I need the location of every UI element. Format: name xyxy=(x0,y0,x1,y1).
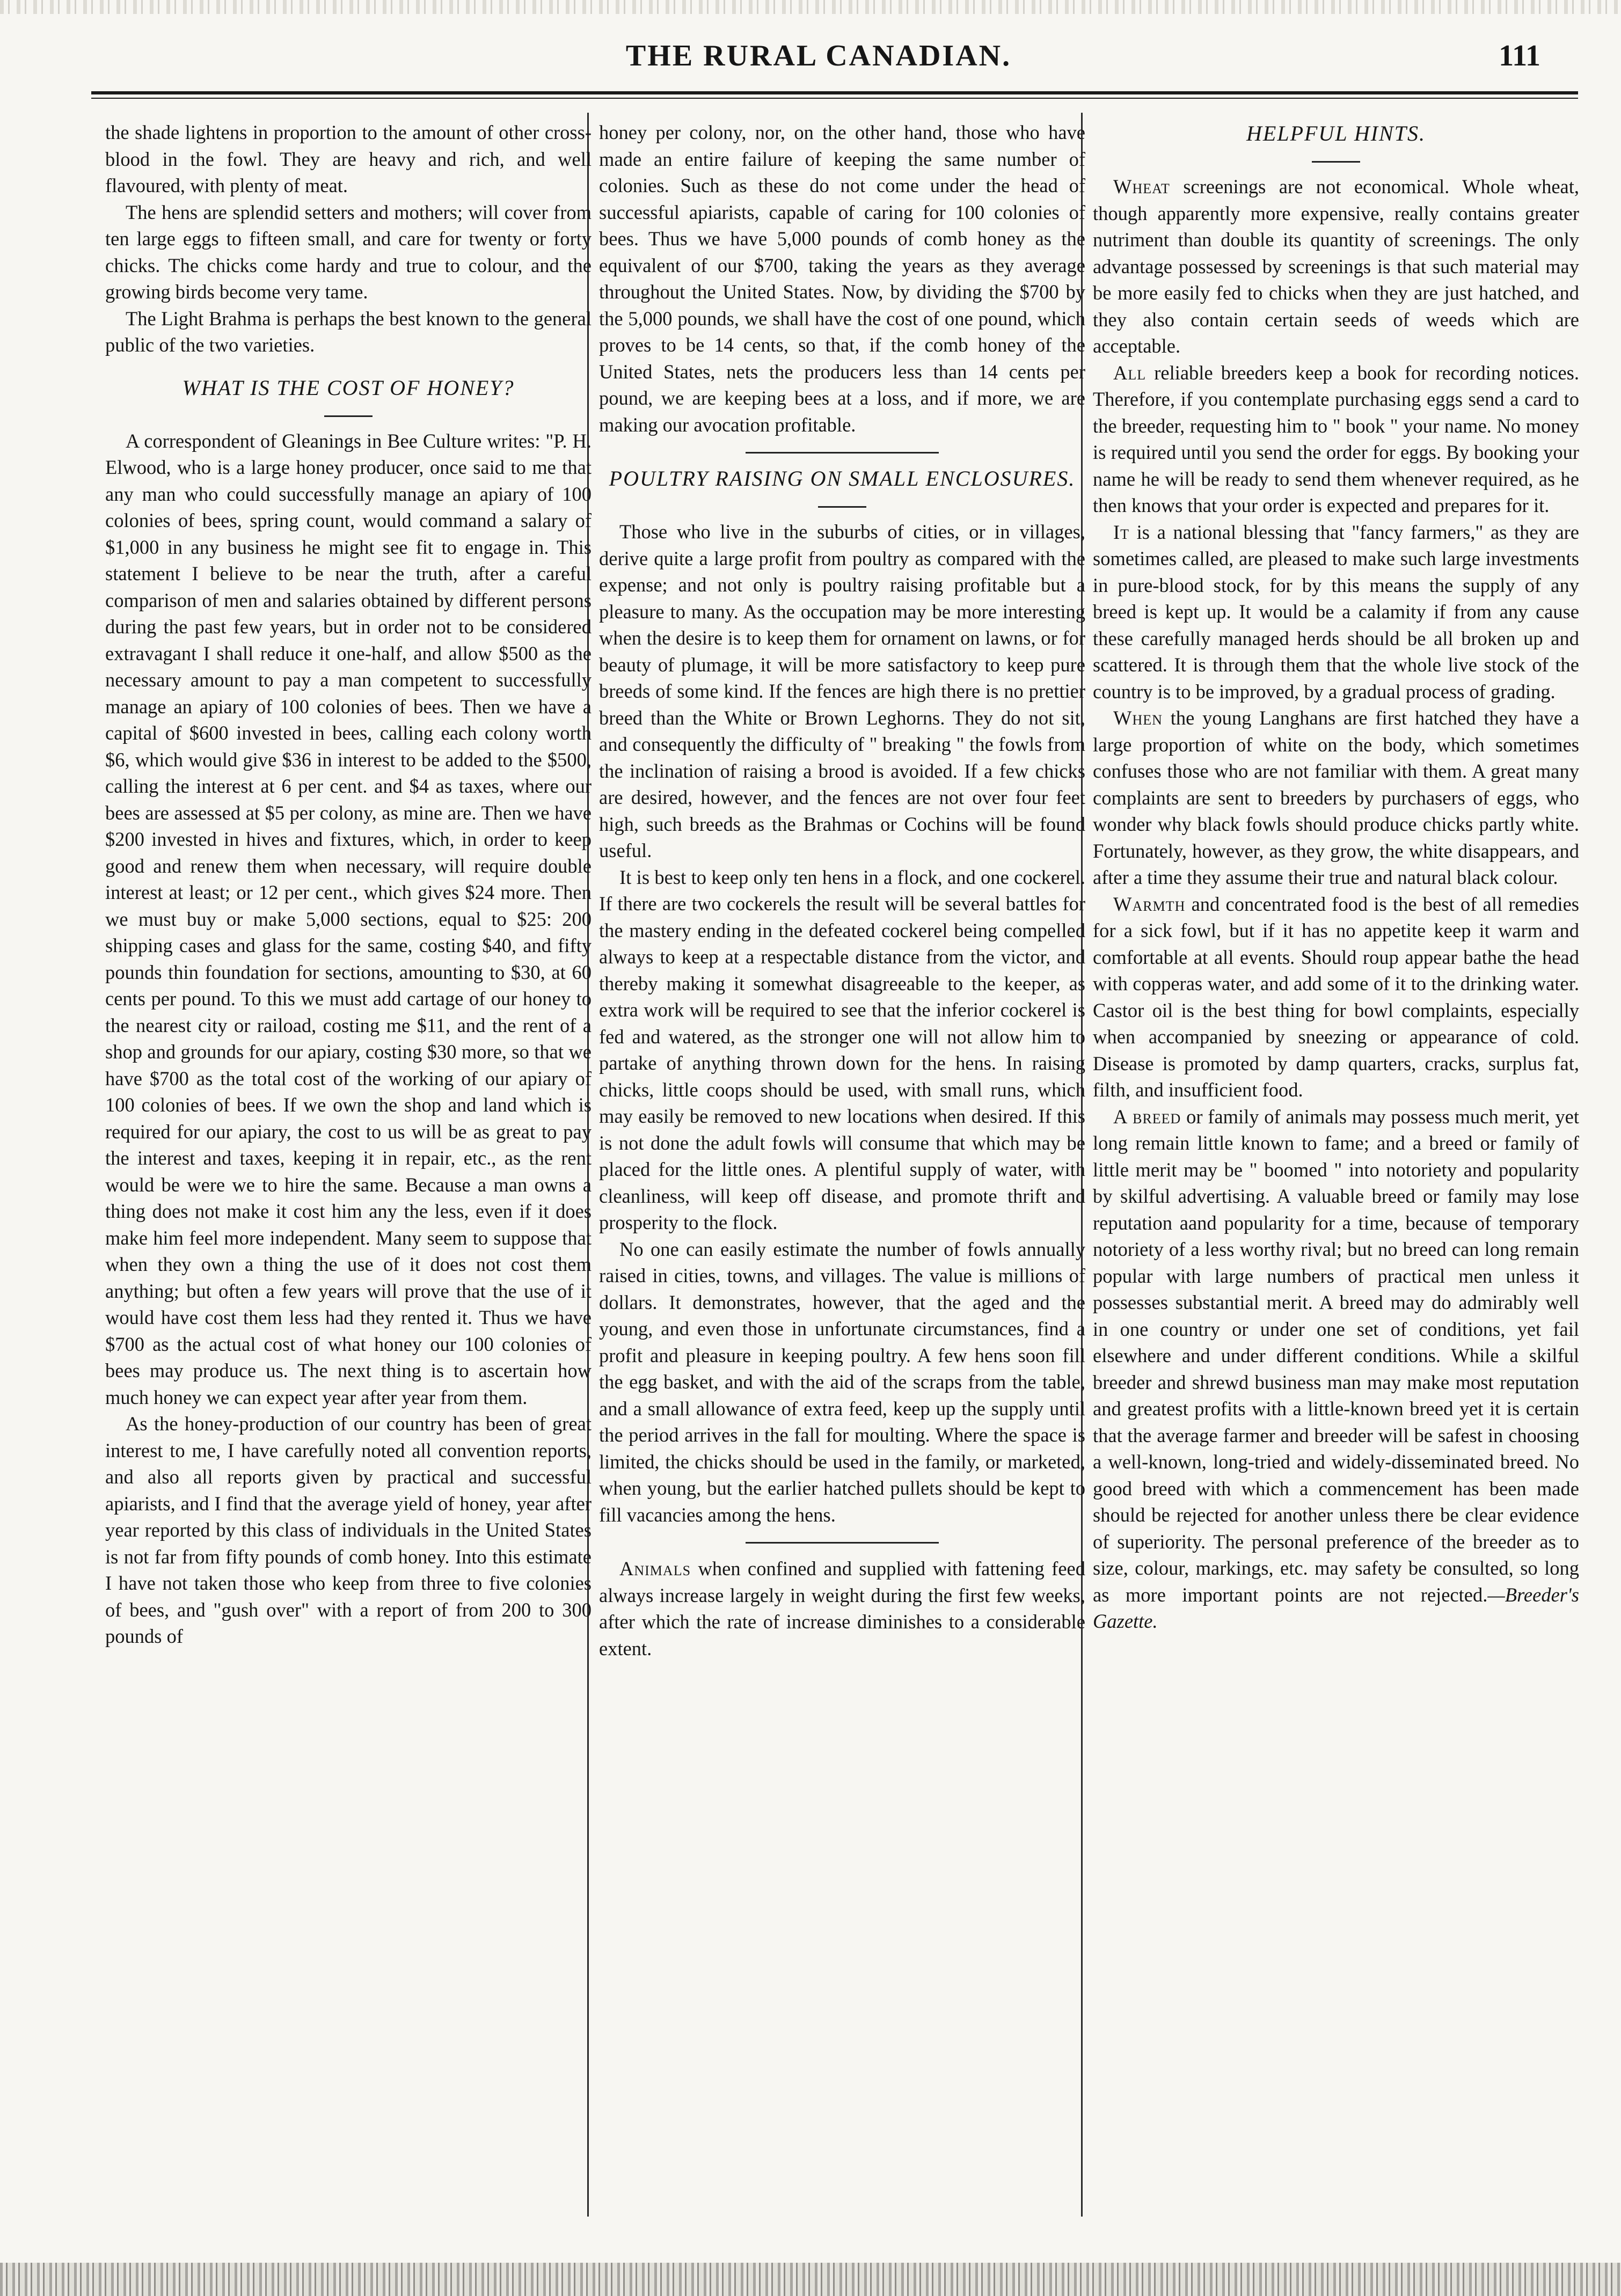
scan-noise-bottom xyxy=(0,2263,1621,2296)
short-rule xyxy=(1312,161,1360,163)
section-divider xyxy=(746,452,939,454)
lead-word: It xyxy=(1113,521,1130,543)
paragraph xyxy=(1093,1103,1579,1635)
section-divider xyxy=(746,1542,939,1544)
paragraph: The hens are splendid setters and mothers; will cover from ten large eggs to fifteen small, and care for twenty or forty chicks. The chicks come hardy and true to colour, and the growing birds become very tame. xyxy=(105,201,592,303)
section-heading-honey-cost: WHAT IS THE COST OF HONEY? xyxy=(182,375,515,400)
lead-word: Wheat xyxy=(1113,176,1170,198)
paragraph-text: the young Langhans are first hatched they have a large proportion of white on the body, which sometimes confuses those who are not familiar with them. A great many complaints are sent to breeders by purchasers of eggs, who wonder why black fowls should produce chicks partly white. Fortunately, however, as they grow, the white disappears, and after a time they assume their true and natural black colour. xyxy=(1093,707,1579,888)
paragraph: the shade lightens in proportion to the amount of other cross-blood in the fowl. They are heavy and rich, and well flavoured, with plenty of meat. xyxy=(105,121,592,196)
section-heading-helpful-hints: HELPFUL HINTS. xyxy=(1246,121,1426,145)
paragraph-text: is a national blessing that "fancy farmers," as they are sometimes called, are pleased to make such large investments in pure-blood stock, for by this means the supply of any breed is kept up. It would be a calamity if from any cause these carefully managed herds should be all broken up and scattered. It is through them that the whole live stock of the country is to be improved, by a gradual process of grading. xyxy=(1093,521,1579,703)
lead-word: Warmth xyxy=(1113,893,1186,915)
paragraph xyxy=(1093,891,1579,1103)
paragraph-text: screenings are not economical. Whole wheat, though apparently more expensive, really contains greater nutriment than double its quantity of screenings. The only advantage possessed by screenings is that such material may be more easily fed to chicks when they are just hatched, and they also contain certain seeds of weeds which are acceptable. xyxy=(1093,176,1579,357)
column-middle xyxy=(599,119,1085,2223)
paragraph xyxy=(1093,519,1579,705)
paragraph: The Light Brahma is perhaps the best known to the general public of the two varieties. xyxy=(105,307,592,356)
page-number: 111 xyxy=(1499,39,1540,72)
paragraph-text: or family of animals may possess much merit, yet long remain little known to fame; and a breed or family of little merit may be " boomed " into notoriety and popularity by skilful advertising. A valuable breed or family may lose reputation aand popularity for a time, because of temporary notoriety of a less worthy rival; but no breed can long remain popular with large numbers of practical men unless it possesses substantial merit. A breed may do admirably well in one country or under one set of conditions, yet fail elsewhere and under different conditions. While a skilful breeder and shrewd business man may make most reputation and greatest profits with a little-known breed yet it is certain that the average farmer and breeder will be safest in choosing a well-known, long-tried and widely-disseminated breed. No good breed with which a commencement has been made should be rejected for another unless there be clear evidence of superiority. The personal preference of the breeder as to size, colour, markings, etc. may safety be consulted, so long as more important points are not rejected. xyxy=(1093,1105,1579,1606)
paragraph-text: and concentrated food is the best of all remedies for a sick fowl, but if it has no appetite keep it warm and comfortable at all events. Should roup appear bathe the head with copperas water, and add some of it to the drinking water. Castor oil is the best thing for bowl complaints, especially when accompanied by sneezing or appearance of cold. Disease is promoted by damp quarters, cracks, surplus fat, filth, and insufficient food. xyxy=(1093,893,1579,1101)
paragraph xyxy=(1093,173,1579,360)
short-rule xyxy=(818,506,866,508)
paragraph xyxy=(1093,360,1579,519)
running-head xyxy=(59,39,1578,82)
scan-noise-top xyxy=(0,0,1621,14)
paragraph: honey per colony, nor, on the other hand, those who have made an entire failure of keeping the same number of colonies. Such as these do not come under the head of successful apiarists, capable of caring for 100 colonies of bees. Thus we have 5,000 pounds of comb honey as the equivalent of our $700, taking the years as they average throughout the United States. Now, by dividing the $700 by the 5,000 pounds, we shall have the cost of one pound, which proves to be 14 cents, so that, if the comb honey of the United States, nets the producers less than 14 cents per pound, we are keeping bees at a loss, and if more, we are making our avocation profitable. xyxy=(599,121,1085,436)
paragraph: It is best to keep only ten hens in a flock, and one cockerel. If there are two cockerels the result will be several battles for the mastery ending in the defeated cockerel being compelled always to keep at a respectable distance from the victor, and thereby making it somewhat disagreeable to the keeper, as extra work will be required to see that the inferior cockerel is fed and watered, as the stronger one will not allow him to partake of anything thrown down for the hens. In raising chicks, little coops should be used, with small runs, which may easily be removed to new locations when desired. If this is not done the adult fowls will consume that which may be placed for the little ones. A plentiful supply of water, with cleanliness, will keep off disease, and promote thrift and prosperity to the flock. xyxy=(599,866,1085,1233)
paragraph: Those who live in the suburbs of cities, or in villages, derive quite a large profit from poultry as compared with the expense; and not only is poultry raising profitable but a pleasure to many. As the occupation may be more interesting when the desire is to keep them for ornament on lawns, or for beauty of plumage, it will be more satisfactory to keep pure breeds of some kind. If the fences are high there is no prettier breed than the White or Brown Leghorns. They do not sit, and consequently the difficulty of " breaking " the fowls from the inclination of raising a brood is avoided. If a few chicks are desired, however, and the fences are not over four feet high, such breeds as the Brahmas or Cochins will be found useful. xyxy=(599,521,1085,861)
source-credit: —Breeder's Gazette. xyxy=(1093,1583,1579,1632)
lead-word: When xyxy=(1113,707,1163,729)
short-rule xyxy=(324,415,373,417)
paragraph: No one can easily estimate the number of fowls annually raised in cities, towns, and villages. The value is millions of dollars. It demonstrates, however, that the aged and the young, and even those in unfortunate circumstances, find a profit and pleasure in keeping poultry. A few hens soon fill the egg basket, and with the aid of the scraps from the table, and a small allowance of extra feed, keep up the supply until the period arrives in the fall for moulting. Where the space is limited, the chicks should be used in the family, or marketed, when young, but the earlier hatched pullets should be kept to fill vacancies among the hens. xyxy=(599,1238,1085,1526)
column-left xyxy=(105,119,592,2223)
paragraph-text: when confined and supplied with fattening feed always increase largely in weight during the first few weeks, after which the rate of increase diminishes to a considerable extent. xyxy=(599,1558,1085,1659)
paragraph xyxy=(1093,705,1579,891)
paragraph: As the honey-production of our country has been of great interest to me, I have carefully noted all convention reports, and also all reports given by practical and successful apiarists, and I find that the average yield of honey, year after year reported by this class of individuals in the United States is not far from fifty pounds of comb honey. Into this estimate I have not taken those who keep from three to five colonies of bees, and "gush over" with a report of from 200 to 300 pounds of xyxy=(105,1413,592,1647)
paragraph-text: reliable breeders keep a book for recording notices. Therefore, if you contemplate purchasing eggs send a card to the breeder, requesting him to " book " your name. No money is required until you send the order for eggs. By booking your name he will be ready to send them whenever required, as he then knows that your order is expected and prepares for it. xyxy=(1093,361,1579,516)
section-heading-poultry-raising: POULTRY RAISING ON SMALL ENCLOSURES. xyxy=(609,466,1076,491)
journal-title: THE RURAL CANADIAN. xyxy=(625,39,1012,72)
column-right xyxy=(1093,119,1579,2223)
header-rule-thick xyxy=(91,91,1578,94)
paragraph: A correspondent of Gleanings in Bee Culture writes: "P. H. Elwood, who is a large honey producer, once said to me that any man who could successfully manage an apiary of 100 colonies of bees, spring count, would command a salary of $1,000 in any business he might see fit to engage in. This statement I believe to be near the truth, after a careful comparison of men and salaries obtained by different persons during the past few years, but in order not to be considered extravagant I shall reduce it one-half, and allow $500 as the necessary amount to pay a man competent to successfully manage an apiary of 100 colonies of bees. Then we have a capital of $600 invested in bees, calling each colony worth $6, which would give $36 in interest to be added to the $500, calling the interest at 6 per cent. and $4 as taxes, where our bees are assessed at $5 per colony, as mine are. Then we have $200 invested in hives and fixtures, which, in order to keep good and renew them when necessary, will require double interest at least; or 12 per cent., which gives $24 more. Then we must buy or make 5,000 sections, equal to $25: 200 shipping cases and glass for the same, costing $40, and fifty pounds thin foundation for sections, amounting to $30, at 60 cents per pound. To this we must add cartage of our honey to the nearest city or raiload, costing me $11, and the rent of a shop and grounds for our apiary, costing $30 more, so that we have $700 as the total cost of the working of our apiary of 100 colonies of bees. If we own the shop and land which is required for our apiary, the cost to us will be as great to pay the interest and taxes, keeping it in repair, etc., as the rent would be were we to hire the same. Because a man owns a thing does not make it cost him any the less, even if it does make him feel more independent. Many seem to suppose that when they own a thing the use of it does not cost them anything; but often a few years will prove that the use of it would have cost them less had they rented it. Thus we have $700 as the actual cost of what honey our 100 colonies of bees may produce us. The next thing is to ascertain how much honey we can expect year after year from them. xyxy=(105,429,592,1408)
lead-word: A breed xyxy=(1113,1105,1181,1128)
lead-word: All xyxy=(1113,361,1147,384)
header-rule-thin xyxy=(91,98,1578,99)
lead-word: Animals xyxy=(619,1558,691,1580)
paragraph xyxy=(599,1555,1085,1662)
